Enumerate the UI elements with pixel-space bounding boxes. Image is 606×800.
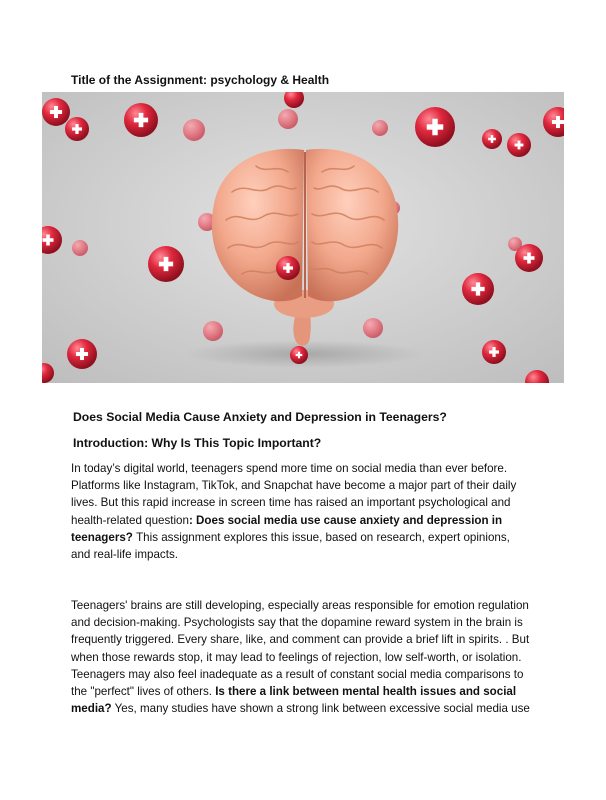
intro-heading: Introduction: Why Is This Topic Important? <box>73 436 322 450</box>
paragraph-intro <box>71 460 531 563</box>
paragraph-intro-bold: : Does social media use cause anxiety and depression in teenagers? <box>71 513 503 544</box>
hero-image <box>42 92 564 383</box>
paragraph-intro-text-end: This assignment explores this issue, based on research, expert opinions, and real-life impacts. <box>71 530 510 562</box>
assignment-title: Title of the Assignment: psychology & Health <box>71 73 330 87</box>
paragraph-body-text-end: Yes, many studies have shown a strong link between excessive social media use <box>111 702 530 716</box>
paragraph-body-bold: Is there a link between mental health issues and social media? <box>71 685 517 716</box>
paragraph-intro-text: In today’s digital world, teenagers spend more time on social media than ever before. Platforms like Instagram, TikTok, and Snapchat have become a major part of their daily lives. But this rapid increase in screen time has raised an important psychological and health-related question <box>71 462 517 527</box>
paragraph-body-text: Teenagers' brains are still developing, especially areas responsible for emotion regulation and decision-making. Psychologists say that the dopamine reward system in the brain is frequently triggered. Every share, like, and comment can provide a brief lift in spirits. . But when those rewards stop, it may lead to feelings of rejection, low self-worth, or isolation. Teenagers may also feel inadequate as a result of constant social media comparisons to the "perfect" lives of others. <box>71 599 530 699</box>
paragraph-body <box>71 597 531 717</box>
brain-illustration <box>42 92 564 383</box>
main-heading: Does Social Media Cause Anxiety and Depression in Teenagers? <box>73 410 447 424</box>
